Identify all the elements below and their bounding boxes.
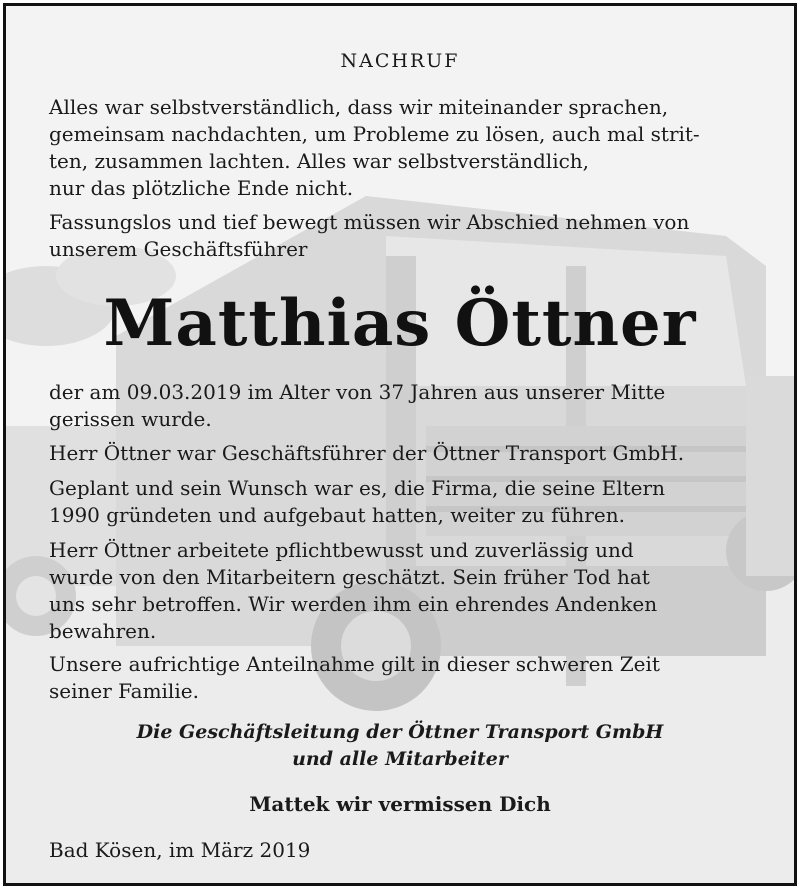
- condolence-paragraph: [49, 651, 779, 705]
- deceased-name: Matthias Öttner: [103, 286, 697, 361]
- plan-line: 1990 gründeten und aufgebaut hatten, weiter zu führen.: [49, 503, 625, 527]
- farewell-line: Fassungslos und tief bewegt müssen wir Abschied nehmen von: [49, 210, 690, 234]
- intro-line: nur das plötzliche Ende nicht.: [49, 176, 354, 200]
- farewell-paragraph: [49, 209, 779, 263]
- signature-line: Die Geschäftsleitung der Öttner Transport GmbH: [136, 721, 664, 743]
- death-line: der am 09.03.2019 im Alter von 37 Jahren aus unserer Mitte: [49, 380, 666, 404]
- work-line: bewahren.: [49, 619, 157, 643]
- intro-line: Alles war selbstverständlich, dass wir miteinander sprachen,: [49, 95, 669, 119]
- signature-block: [6, 719, 794, 773]
- place-date: Bad Kösen, im März 2019: [49, 838, 311, 862]
- role-line: Herr Öttner war Geschäftsführer der Öttner Transport GmbH.: [49, 441, 685, 465]
- role-paragraph: [49, 440, 779, 467]
- farewell-line: unserem Geschäftsführer: [49, 237, 308, 261]
- plan-line: Geplant und sein Wunsch war es, die Firma, die seine Eltern: [49, 476, 665, 500]
- motto-line: Mattek wir vermissen Dich: [249, 792, 551, 816]
- death-paragraph: [49, 379, 779, 433]
- work-line: Herr Öttner arbeitete pflichtbewusst und zuverlässig und: [49, 538, 634, 562]
- signature-line: und alle Mitarbeiter: [292, 748, 508, 770]
- intro-paragraph: [49, 94, 779, 202]
- intro-line: ten, zusammen lachten. Alles war selbstverständlich,: [49, 149, 590, 173]
- work-line: wurde von den Mitarbeitern geschätzt. Sein früher Tod hat: [49, 565, 650, 589]
- obituary-heading: NACHRUF: [340, 50, 460, 72]
- condolence-line: seiner Familie.: [49, 679, 199, 703]
- intro-line: gemeinsam nachdachten, um Probleme zu lösen, auch mal strit-: [49, 122, 700, 146]
- work-paragraph: [49, 537, 779, 645]
- work-line: uns sehr betroffen. Wir werden ihm ein ehrendes Andenken: [49, 592, 658, 616]
- obituary-card: [3, 3, 797, 886]
- plan-paragraph: [49, 475, 779, 529]
- condolence-line: Unsere aufrichtige Anteilnahme gilt in dieser schweren Zeit: [49, 652, 660, 676]
- death-line: gerissen wurde.: [49, 407, 212, 431]
